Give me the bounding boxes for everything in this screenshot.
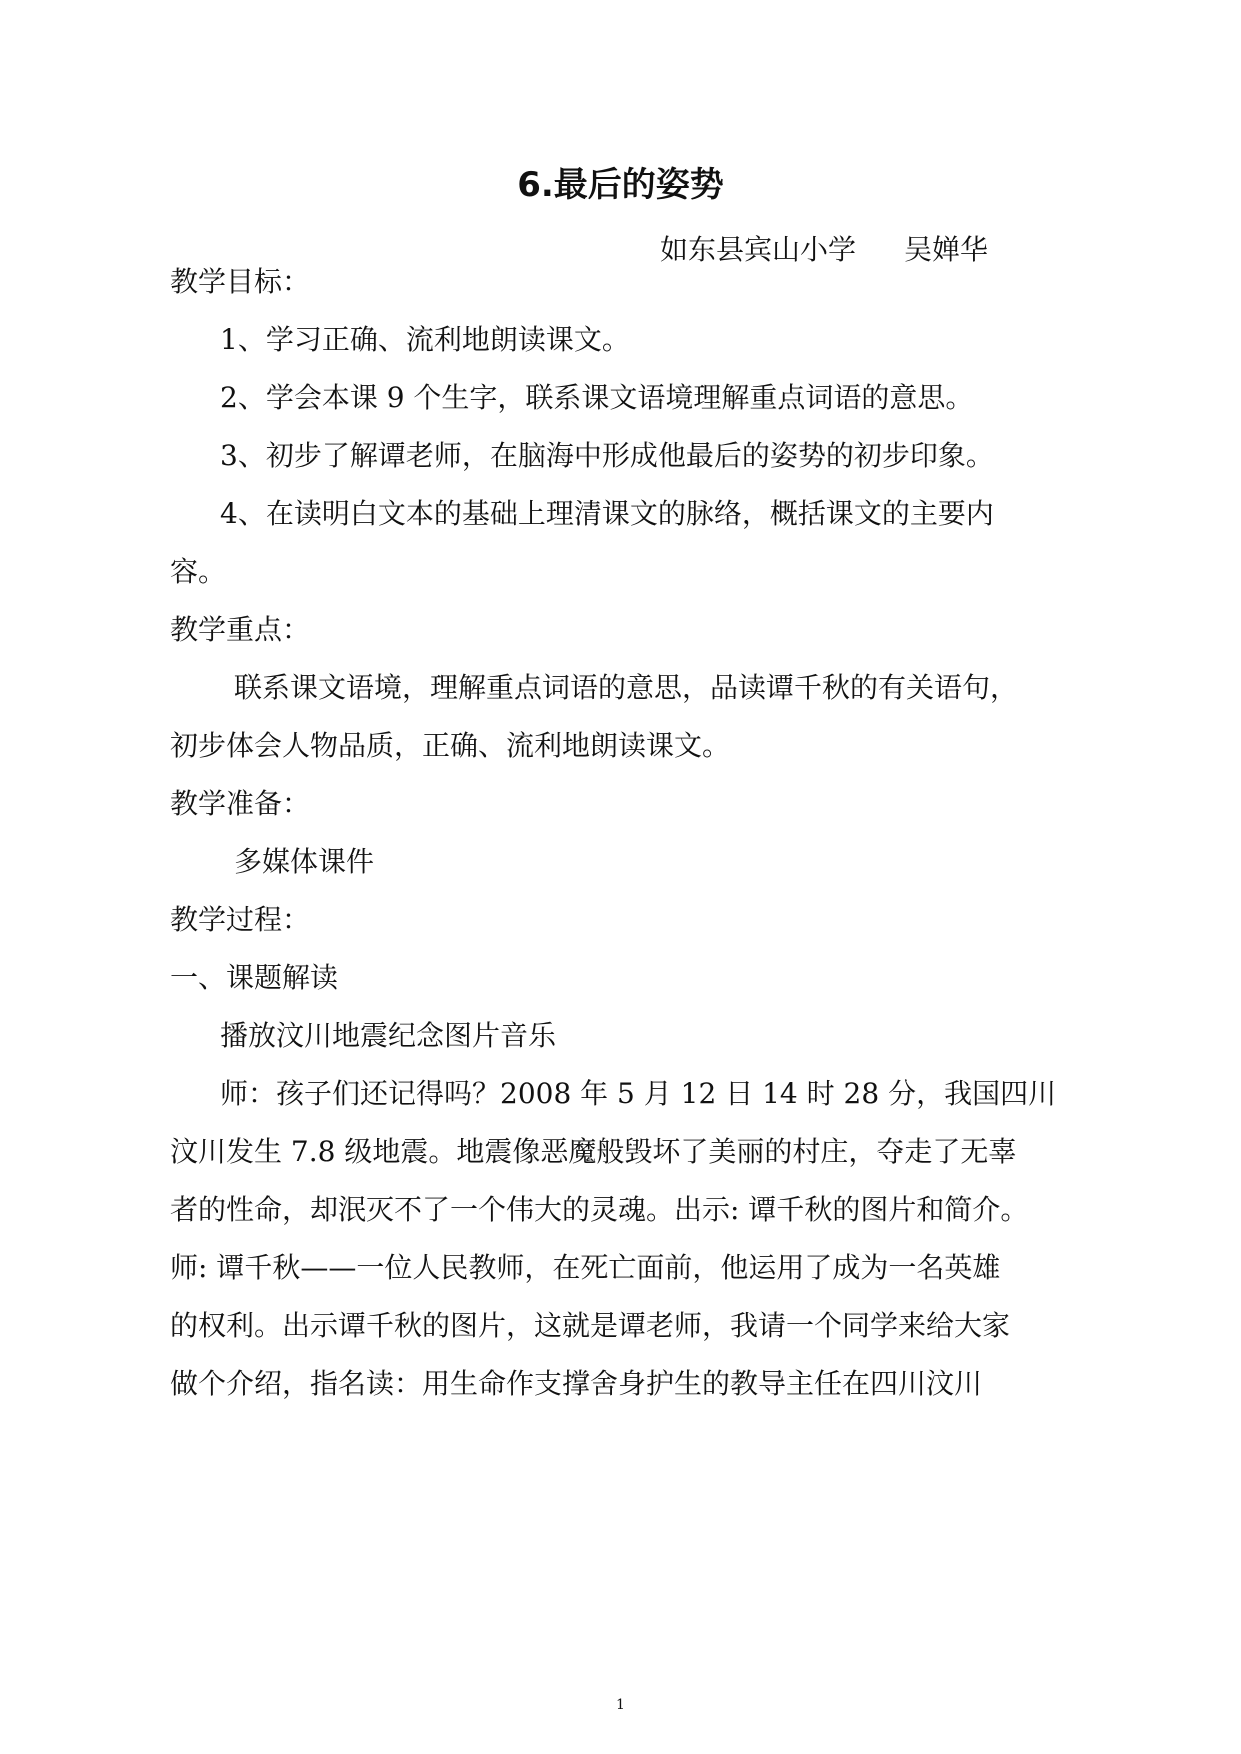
heading-key-points: 教学重点：	[170, 613, 311, 646]
paragraph-line: 汶川发生 7.8 级地震。地震像恶魔般毁坏了美丽的村庄，夺走了无辜	[170, 1135, 1017, 1168]
document-title: 6.最后的姿势	[517, 165, 724, 205]
author-name: 吴婵华	[904, 233, 989, 266]
paragraph-line: 的权利。出示谭千秋的图片，这就是谭老师，我请一个同学来给大家	[170, 1309, 1011, 1342]
author-line	[660, 230, 988, 270]
objective-1: 1、学习正确、流利地朗读课文。	[220, 323, 630, 356]
heading-preparation: 教学准备：	[170, 787, 311, 820]
paragraph-line: 师：孩子们还记得吗？2008 年 5 月 12 日 14 时 28 分，我国四川	[220, 1077, 1057, 1110]
key-points-text: 联系课文语境，理解重点词语的意思，品读谭千秋的有关语句，	[234, 671, 1019, 704]
paragraph-line: 师: 谭千秋——一位人民教师，在死亡面前，他运用了成为一名英雄	[170, 1251, 1001, 1284]
objective-4-continued: 容。	[170, 555, 227, 588]
paragraph-line: 做个介绍，指名读：用生命作支撑舍身护生的教导主任在四川汶川	[170, 1367, 983, 1400]
author-school: 如东县宾山小学	[660, 233, 857, 266]
section-1-heading: 一、课题解读	[170, 961, 339, 994]
paragraph-line: 者的性命，却泯灭不了一个伟大的灵魂。出示: 谭千秋的图片和简介。	[170, 1193, 1029, 1226]
objective-4: 4、在读明白文本的基础上理清课文的脉络，概括课文的主要内	[220, 497, 994, 530]
process-step: 播放汶川地震纪念图片音乐	[220, 1019, 557, 1052]
objective-3: 3、初步了解谭老师，在脑海中形成他最后的姿势的初步印象。	[220, 439, 994, 472]
objective-2: 2、学会本课 9 个生字，联系课文语境理解重点词语的意思。	[220, 381, 974, 414]
heading-objectives: 教学目标：	[170, 265, 311, 298]
key-points-text-continued: 初步体会人物品质，正确、流利地朗读课文。	[170, 729, 731, 762]
page-number: 1	[616, 1697, 625, 1713]
preparation-text: 多媒体课件	[234, 845, 375, 878]
heading-process: 教学过程：	[170, 903, 311, 936]
